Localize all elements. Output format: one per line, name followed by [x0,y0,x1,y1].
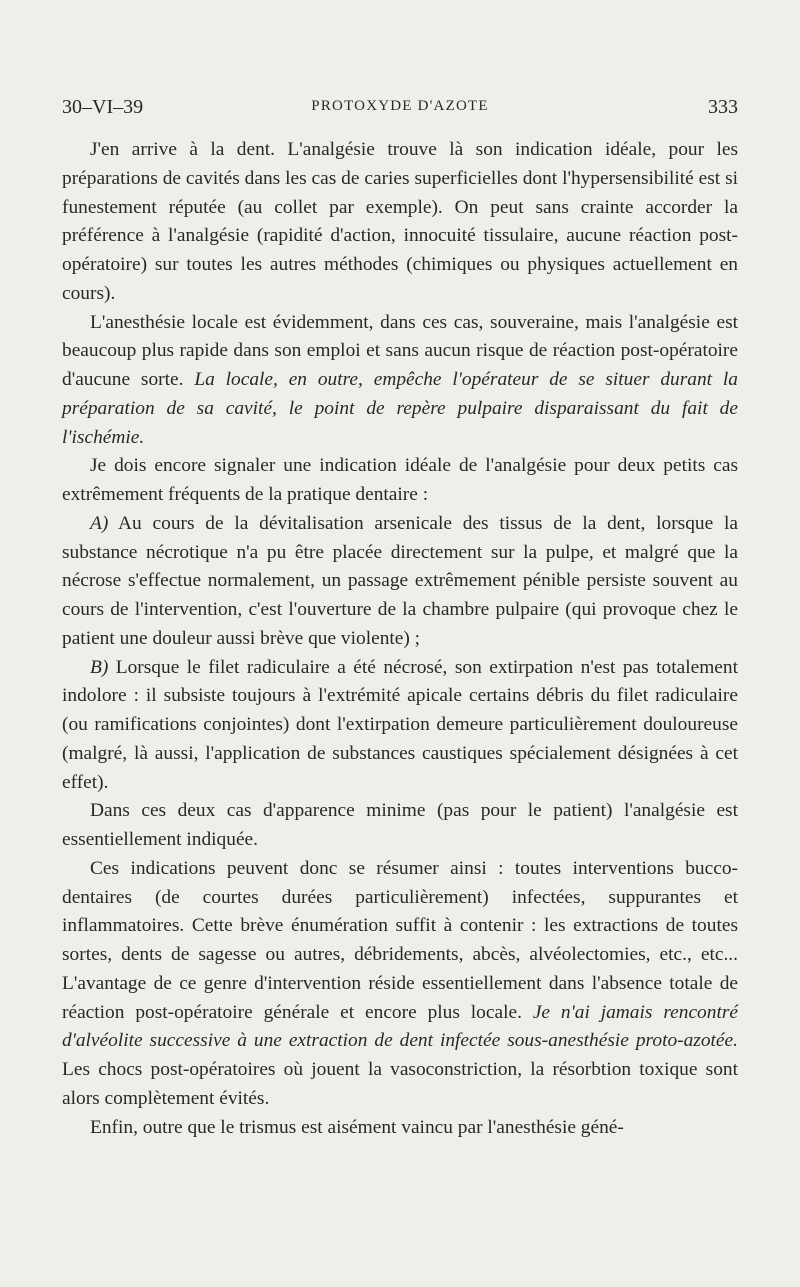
body-text [62,136,738,1142]
paragraph: A) Au cours de la dévitalisation arsenicale des tissus de la dent, lorsque la substance nécrotique n'a pu être placée directement sur la pulpe, et malgré que la nécrose s'effectue normalement, un passage extrêmement pénible persiste souvent au cours de l'intervention, c'est l'ouverture de la chambre pulpaire (qui provoque chez le patient une douleur aussi brève que violente) ; [62,512,738,649]
running-head [62,92,738,122]
page-number: 333 [708,96,738,118]
paragraph: Ces indications peuvent donc se résumer ainsi : toutes interventions bucco-dentaires (de courtes durées particulièrement) infectées, suppurantes et inflammatoires. Cette brève énumération suffit à contenir : les extractions de toutes sortes, dents de sagesse ou autres, débridements, abcès, alvéolectomies, etc., etc... L'avantage de ce genre d'intervention réside essentiellement dans l'absence totale de réaction post-opératoire générale et encore plus locale. Je n'ai jamais rencontré d'alvéolite successive à une extraction de dent infectée sous-anesthésie proto-azotée. Les chocs post-opératoires où jouent la vasoconstriction, la résorbtion toxique sont alors complètement évités. [62,857,738,1109]
running-title: PROTOXYDE D'AZOTE [311,98,489,114]
paragraph: J'en arrive à la dent. L'analgésie trouve là son indication idéale, pour les préparations de cavités dans les cas de caries superficielles dont l'hypersensibilité est si funestement réputée (au collet par exemple). On peut sans crainte accorder la préférence à l'analgésie (rapidité d'action, innocuité tissulaire, aucune réaction post-opératoire) sur toutes les autres méthodes (chimiques ou physiques actuellement en cours). [62,139,738,304]
list-marker: A) [90,512,109,534]
paragraph: L'anesthésie locale est évidemment, dans ces cas, souveraine, mais l'analgésie est beaucoup plus rapide dans son emploi et sans aucun risque de réaction post-opératoire d'aucune sorte. La locale, en outre, empêche l'opérateur de se situer durant la préparation de sa cavité, le point de repère pulpaire disparaissant du fait de l'ischémie. [62,311,738,448]
book-page [62,92,738,1142]
issue-date: 30–VI–39 [62,96,144,118]
italic-emphasis: La locale, en outre, empêche l'opérateur de se situer durant la préparation de sa cavité, le point de repère pulpaire disparaissant du fait de l'ischémie. [62,369,738,448]
paragraph: B) Lorsque le filet radiculaire a été nécrosé, son extirpation n'est pas totalement indolore : il subsiste toujours à l'extrémité apicale certains débris du filet radiculaire (ou ramifications conjointes) dont l'extirpation demeure particulièrement douloureuse (malgré, là aussi, l'application de substances caustiques spécialement désignées à cet effet). [62,656,738,793]
paragraph: Je dois encore signaler une indication idéale de l'analgésie pour deux petits cas extrêmement fréquents de la pratique dentaire : [62,455,738,505]
paragraph: Dans ces deux cas d'apparence minime (pas pour le patient) l'analgésie est essentiellement indiquée. [62,800,738,850]
paragraph: Enfin, outre que le trismus est aisément vaincu par l'anesthésie géné- [90,1116,624,1138]
italic-emphasis: Je n'ai jamais rencontré d'alvéolite successive à une extraction de dent infectée sous-anesthésie proto-azotée. [62,1001,738,1052]
list-marker: B) [90,656,109,678]
